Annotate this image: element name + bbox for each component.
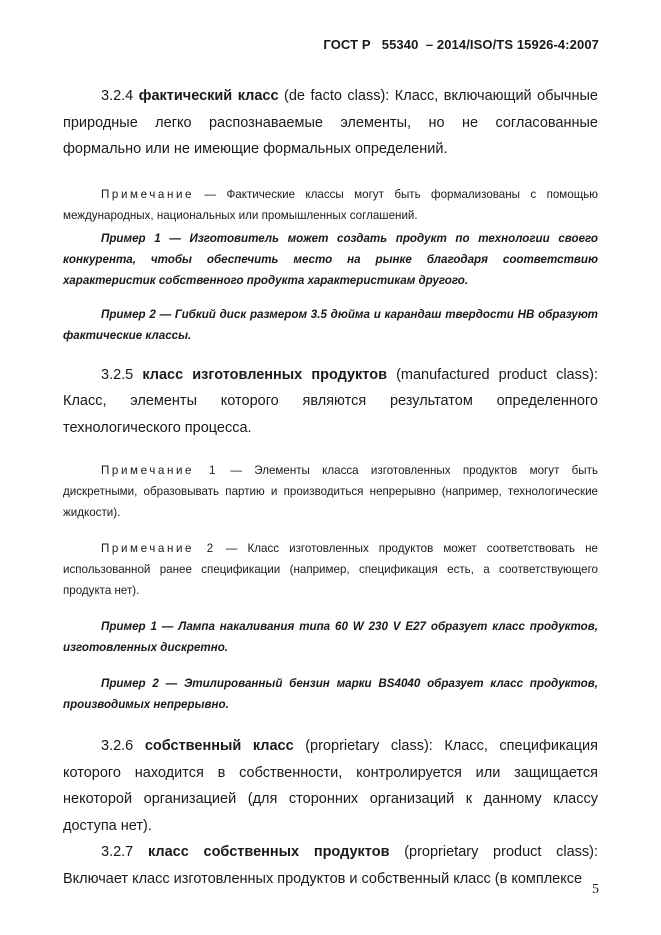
clause-number: 3.2.4 bbox=[101, 88, 134, 104]
document-header: ГОСТ Р 55340 – 2014/ISO/TS 15926-4:2007 bbox=[323, 37, 599, 52]
clause-number: 3.2.7 bbox=[101, 844, 134, 860]
clause-term: собственный класс bbox=[144, 738, 294, 754]
clause-term: фактический класс bbox=[138, 88, 279, 104]
note-label: Примечание bbox=[101, 187, 195, 201]
example-3-2-4-2: Пример 2 — Гибкий диск размером 3.5 дюйма и карандаш твердости HB образуют фактические классы. bbox=[63, 307, 598, 342]
example-3-2-5-2: Пример 2 — Этилированный бензин марки BS4040 образует класс продуктов, производимых непрерывно. bbox=[63, 677, 598, 711]
clause-number: 3.2.5 bbox=[101, 366, 134, 383]
clause-definition: (proprietary class): Класс, спецификация которого находится в собственности, контролируется или защищается некоторой организацией (для сторонних организаций к данному классу доступа нет). bbox=[63, 738, 599, 834]
clause-term: класс изготовленных продуктов bbox=[142, 366, 387, 383]
note-label: Примечание 2 bbox=[101, 542, 216, 555]
clause-3-2-7 bbox=[63, 839, 598, 892]
note-3-2-4 bbox=[63, 184, 598, 226]
clause-3-2-5 bbox=[63, 362, 598, 442]
note-3-2-5-1 bbox=[63, 460, 598, 523]
clause-definition: (manufactured product class): Класс, элементы которого являются результатом определенного технологического процесса. bbox=[63, 366, 598, 436]
note-3-2-5-2 bbox=[63, 538, 598, 601]
clause-3-2-6 bbox=[63, 733, 598, 839]
note-label: Примечание 1 bbox=[101, 464, 219, 477]
page-number: 5 bbox=[592, 882, 599, 897]
note-text: — Фактические классы могут быть формализованы с помощью международных, национальных или промышленных соглашений. bbox=[63, 187, 598, 222]
document-body bbox=[63, 83, 598, 892]
note-text: — Класс изготовленных продуктов может соответствовать не использованной ранее спецификации (например, спецификация есть, а соответствующего продукта нет). bbox=[63, 542, 598, 597]
clause-number: 3.2.6 bbox=[101, 738, 134, 754]
note-text: — Элементы класса изготовленных продуктов могут быть дискретными, образовывать партию и производиться непрерывно (например, технологические жидкости). bbox=[63, 464, 598, 519]
example-3-2-4-1: Пример 1 — Изготовитель может создать продукт по технологии своего конкурента, чтобы обеспечить место на рынке благодаря соответствию характеристик собственного продукта характеристикам другого. bbox=[63, 231, 598, 287]
clause-definition: (de facto class): Класс, включающий обычные природные легко распознаваемые элементы, но не согласованные формально или не имеющие формальных определений. bbox=[63, 88, 598, 157]
clause-term: класс собственных продуктов bbox=[147, 844, 390, 860]
clause-3-2-4 bbox=[63, 83, 598, 163]
example-3-2-5-1: Пример 1 — Лампа накаливания типа 60 W 230 V E27 образует класс продуктов, изготовленных дискретно. bbox=[63, 620, 598, 654]
clause-definition: (proprietary product class): Включает класс изготовленных продуктов и собственный класс (в комплексе bbox=[63, 844, 599, 887]
